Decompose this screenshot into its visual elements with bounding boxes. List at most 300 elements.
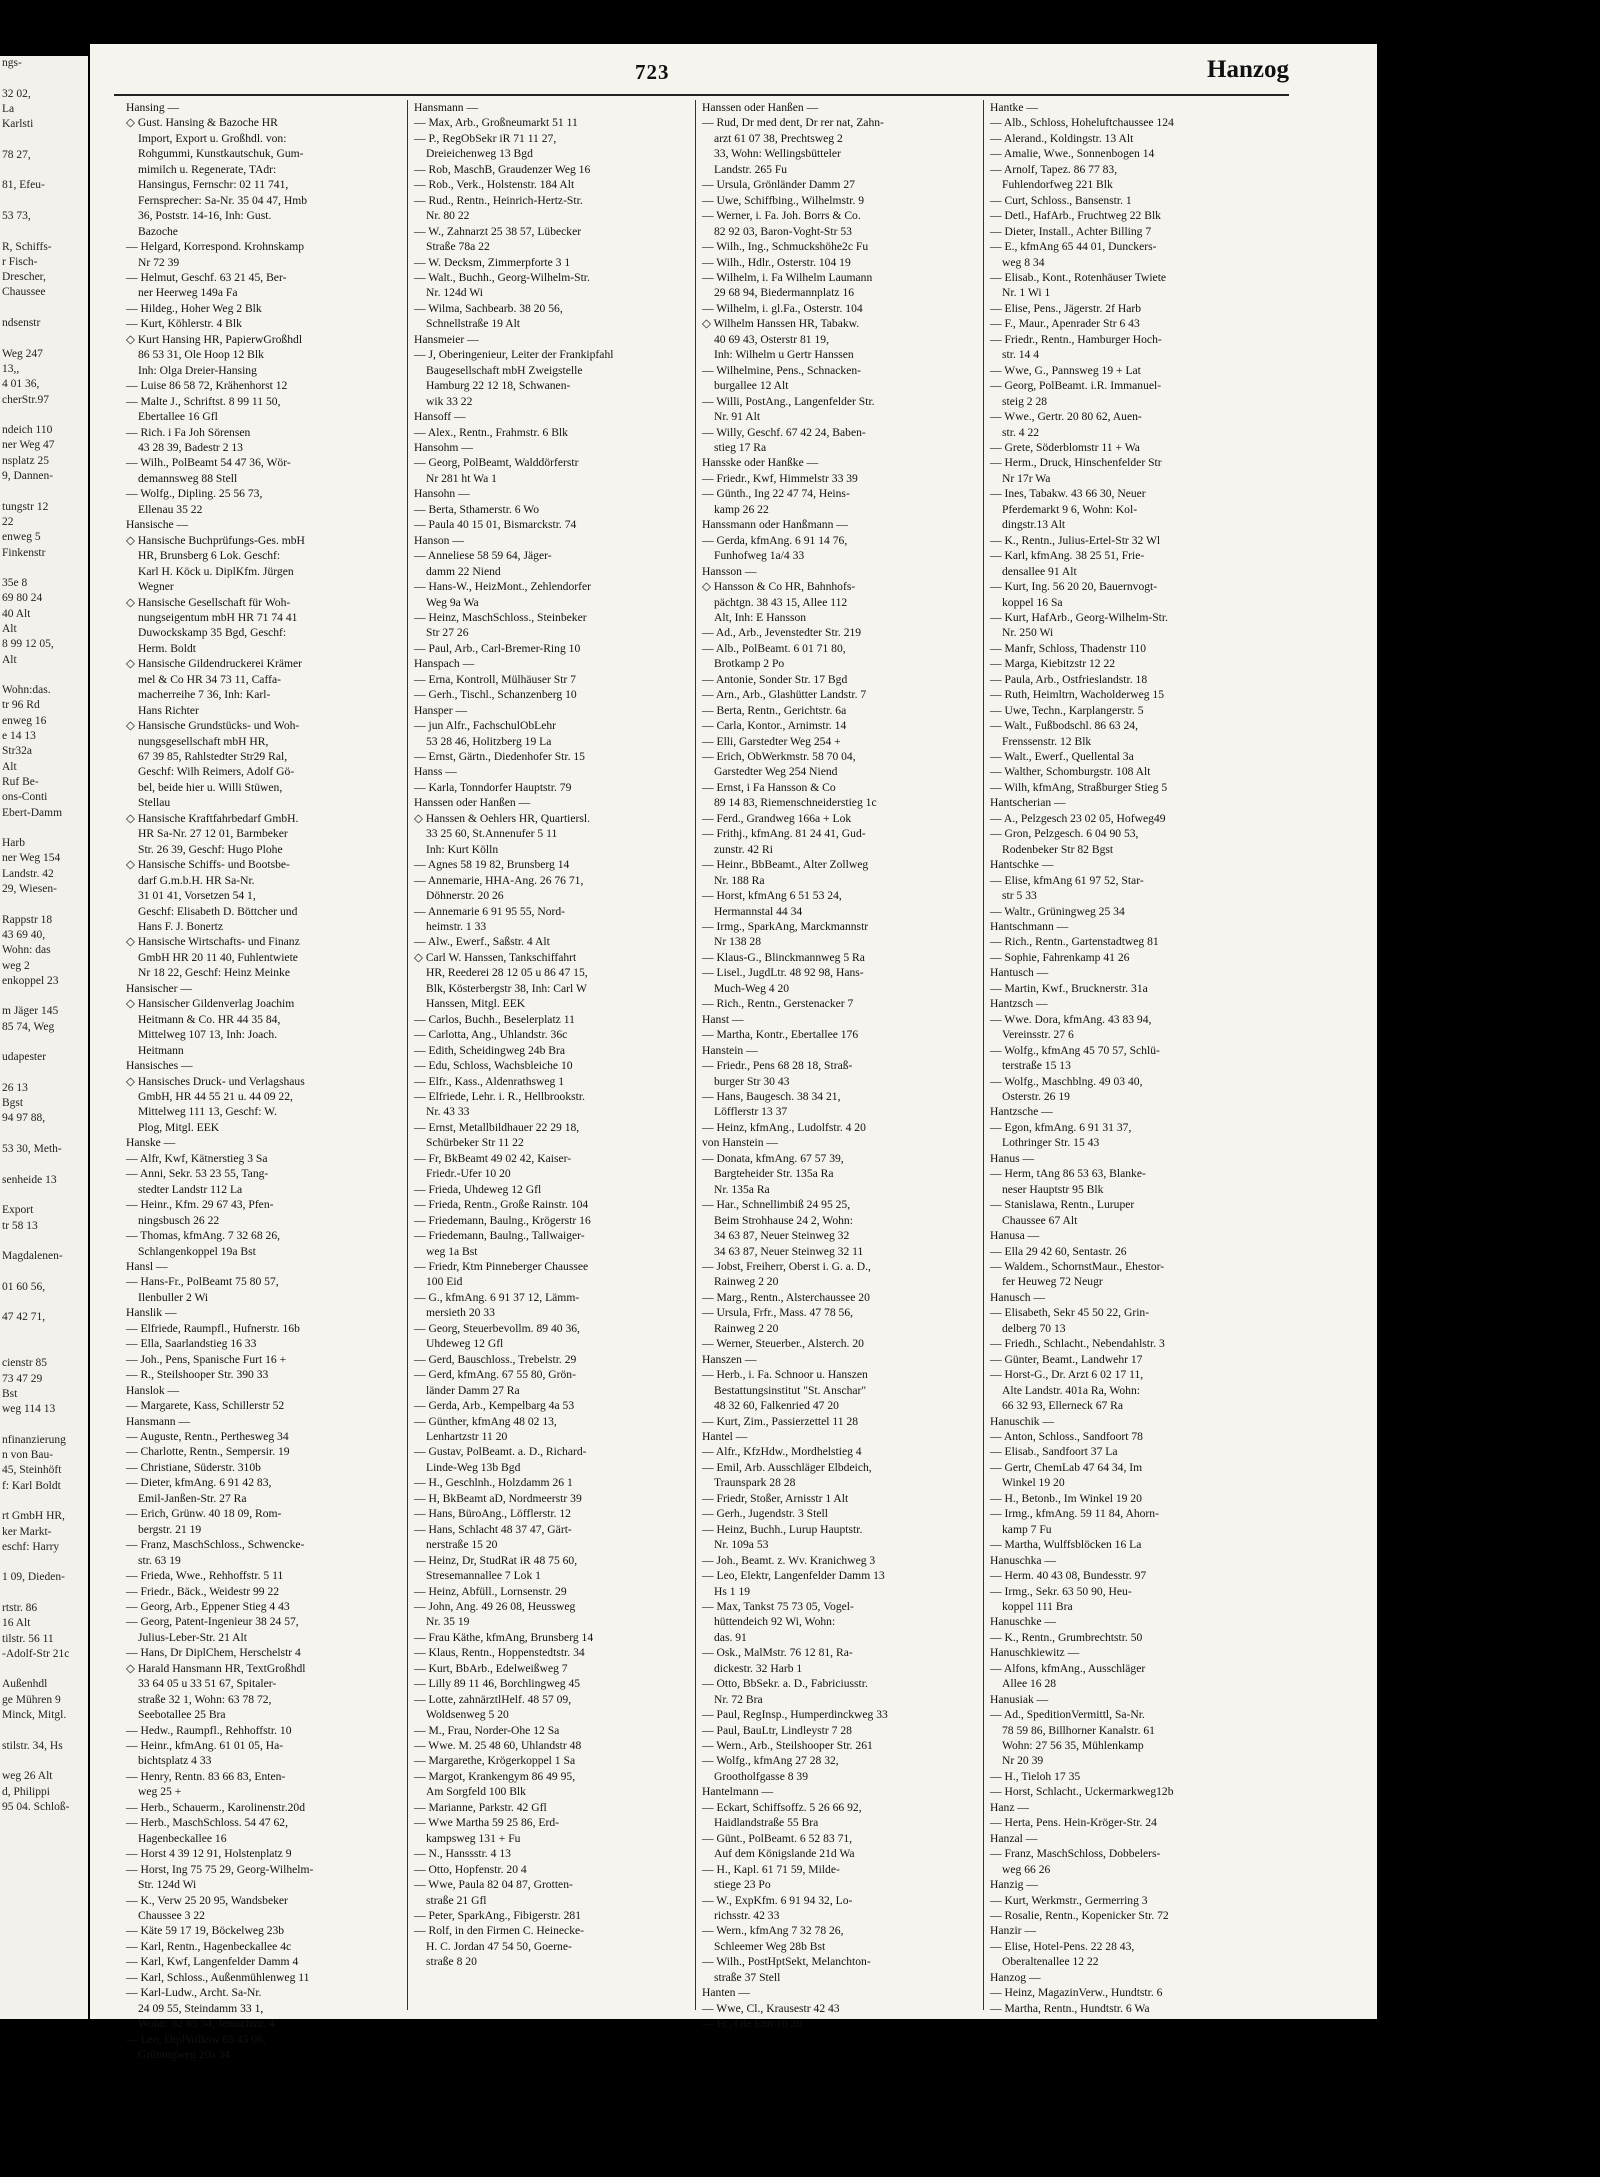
directory-line: Nr. 43 33 <box>426 1105 470 1119</box>
directory-line: Wegner <box>138 580 174 594</box>
directory-line: — Paul, BauLtr, Lindleystr 7 28 <box>702 1723 852 1737</box>
directory-line: — Thomas, kfmAng. 7 32 68 26, <box>126 1229 281 1243</box>
directory-line: von Hanstein — <box>702 1136 778 1150</box>
directory-line: nungseigentum mbH HR 71 74 41 <box>138 610 298 624</box>
directory-line: — Ad., Arb., Jevenstedter Str. 219 <box>702 626 862 640</box>
directory-line: wik 33 22 <box>426 394 473 408</box>
directory-line: Ebertallee 16 Gfl <box>138 410 218 424</box>
strip-line: weg 26 Alt <box>2 1770 53 1783</box>
directory-line: Hanz — <box>990 1800 1029 1814</box>
directory-line: Woldsenweg 5 20 <box>426 1708 509 1722</box>
directory-line: — Georg, PolBeamt, Walddörferstr <box>414 456 579 470</box>
directory-line: ◇ Hansisches Druck- und Verlagshaus <box>126 1074 305 1088</box>
directory-line: Hanst — <box>702 1012 744 1026</box>
directory-line: darf G.m.b.H. HR Sa-Nr. <box>138 873 255 887</box>
directory-line: densallee 91 Alt <box>1002 564 1077 578</box>
directory-line: — Detl., HafArb., Fruchtweg 22 Blk <box>990 209 1161 223</box>
directory-line: — Joh., Beamt. z. Wv. Kranichweg 3 <box>702 1553 876 1567</box>
directory-line: — G., kfmAng. 6 91 37 12, Lämm- <box>414 1290 580 1304</box>
directory-line: richsstr. 42 33 <box>714 1909 780 1923</box>
directory-line: Löfflerstr 13 37 <box>714 1105 788 1119</box>
directory-line: weg 66 26 <box>1002 1862 1051 1876</box>
directory-line: — Karl, Rentn., Hagenbeckallee 4c <box>126 1939 292 1953</box>
directory-line: — Heinz, MaschSchloss., Steinbeker <box>414 610 587 624</box>
strip-line: 47 42 71, <box>2 1311 46 1324</box>
strip-line: nsplatz 25 <box>2 454 49 467</box>
strip-line <box>0 224 88 239</box>
directory-line: — Hans, Dr DiplChem, Herschelstr 4 <box>126 1646 301 1660</box>
directory-line: — Berta, Rentn., Gerichtstr. 6a <box>702 703 847 717</box>
directory-line: mel & Co HR 34 73 11, Caffa- <box>138 672 281 686</box>
directory-line: — Wern., kfmAng 7 32 78 26, <box>702 1924 844 1938</box>
directory-line: Nr. 124d Wi <box>426 286 483 300</box>
directory-line: — Alfr., KfzHdw., Mordhelstieg 4 <box>702 1445 862 1459</box>
strip-line: ndsenstr <box>2 317 41 330</box>
directory-line: — jun Alfr., FachschulObLehr <box>414 719 557 733</box>
directory-line: Hansoff — <box>414 410 466 424</box>
directory-line: — W., Zahnarzt 25 38 57, Lübecker <box>414 224 582 238</box>
directory-line: mersieth 20 33 <box>426 1306 495 1320</box>
directory-line: 34 63 87, Neuer Steinweg 32 <box>714 1229 850 1243</box>
strip-line <box>0 1417 88 1432</box>
directory-line: — Wolfg., kfmAng 27 28 32, <box>702 1754 839 1768</box>
directory-line: — Hans-Fr., PolBeamt 75 80 57, <box>126 1275 279 1289</box>
strip-line: enkoppel 23 <box>2 974 59 987</box>
directory-line: — Max, Arb., Großneumarkt 51 11 <box>414 116 578 130</box>
directory-line: delberg 70 13 <box>1002 1321 1066 1335</box>
strip-line: Ruf Be- <box>2 775 39 788</box>
directory-line: ◇ Hansische Schiffs- und Bootsbe- <box>126 858 290 872</box>
directory-line: — Wilh., Hdlr., Osterstr. 104 19 <box>702 255 851 269</box>
directory-line: Alte Landstr. 401a Ra, Wohn: <box>1002 1383 1140 1397</box>
directory-line: Hantschke — <box>990 858 1054 872</box>
directory-line: Mittelweg 111 13, Geschf: W. <box>138 1105 277 1119</box>
strip-line: Außenhdl <box>2 1678 48 1691</box>
directory-line: — Rob, MaschB, Graudenzer Weg 16 <box>414 162 591 176</box>
directory-line: Hantscherian — <box>990 796 1066 810</box>
directory-line: — Franz, MaschSchloss, Dobbelers- <box>990 1847 1161 1861</box>
directory-line: nerstraße 15 20 <box>426 1538 498 1552</box>
strip-line <box>0 1494 88 1509</box>
directory-line: Nr 18 22, Geschf: Heinz Meinke <box>138 966 290 980</box>
directory-line: — Carlotta, Ang., Uhlandstr. 36c <box>414 1028 568 1042</box>
directory-line: — Georg, Arb., Eppener Stieg 4 43 <box>126 1599 290 1613</box>
directory-line: Baugesellschaft mbH Zweigstelle <box>426 363 583 377</box>
directory-line: Hansischer — <box>126 981 193 995</box>
strip-line <box>0 1754 88 1769</box>
directory-line: — Rud, Dr med dent, Dr rer nat, Zahn- <box>702 116 884 130</box>
directory-line: Hanss — <box>414 765 457 779</box>
directory-line: — Egon, kfmAng. 6 91 31 37, <box>990 1120 1132 1134</box>
directory-line: — Lilly 89 11 46, Borchlingweg 45 <box>414 1677 581 1691</box>
directory-line: — Gerd, Bauschloss., Trebelstr. 29 <box>414 1352 577 1366</box>
directory-line: — Ruth, Heimltrn, Wacholderweg 15 <box>990 688 1165 702</box>
directory-line: — Herta, Pens. Hein-Kröger-Str. 24 <box>990 1816 1157 1830</box>
directory-line: — Günth., Ing 22 47 74, Heins- <box>702 487 850 501</box>
directory-line: Emil-Janßen-Str. 27 Ra <box>138 1491 247 1505</box>
directory-line: straße 21 Gfl <box>426 1893 487 1907</box>
directory-line: — Elise, Pens., Jägerstr. 2f Harb <box>990 301 1142 315</box>
strip-line <box>0 1188 88 1203</box>
directory-line: Geschf: Elisabeth D. Böttcher und <box>138 904 298 918</box>
strip-line: 32 02, <box>2 87 31 100</box>
directory-line: — Friedr., Rentn., Hamburger Hoch- <box>990 332 1162 346</box>
directory-line: — K., Rentn., Julius-Ertel-Str 32 Wl <box>990 533 1161 547</box>
directory-line: — Herb., i. Fa. Schnoor u. Hanszen <box>702 1368 868 1382</box>
directory-line: — Carlos, Buchh., Beselerplatz 11 <box>414 1012 575 1026</box>
directory-line: — Friedr, Ktm Pinneberger Chaussee <box>414 1259 589 1273</box>
directory-line: — K., Verw 25 20 95, Wandsbeker <box>126 1893 288 1907</box>
directory-line: Pferdemarkt 9 6, Wohn: Kol- <box>1002 502 1138 516</box>
directory-line: — Heinz, Abfüll., Lornsenstr. 29 <box>414 1584 567 1598</box>
directory-line: — Irmg., kfmAng. 59 11 84, Ahorn- <box>990 1507 1159 1521</box>
directory-line: 31 01 41, Vorsetzen 54 1, <box>138 889 256 903</box>
strip-line <box>0 989 88 1004</box>
directory-line: Nr. 35 19 <box>426 1615 470 1629</box>
directory-line: Hanssen oder Hanßen — <box>414 796 531 810</box>
directory-line: Weg 9a Wa <box>426 595 479 609</box>
strip-line: 01 60 56, <box>2 1280 46 1293</box>
directory-line: Hanzir — <box>990 1924 1037 1938</box>
directory-line: Alt, Inh: E Hansson <box>714 610 807 624</box>
directory-line: — Wwe. M. 25 48 60, Uhlandstr 48 <box>414 1739 582 1753</box>
strip-line: rtstr. 86 <box>2 1601 38 1614</box>
directory-line: Schnellstraße 19 Alt <box>426 317 521 331</box>
directory-line: Wohn: 82 85 54, Jenischstr. 4 <box>138 2017 275 2031</box>
directory-line: Friedr.-Ufer 10 20 <box>426 1167 511 1181</box>
directory-line: — H., Kapl. 61 71 59, Milde- <box>702 1862 840 1876</box>
directory-line: — Christiane, Süderstr. 310b <box>126 1460 261 1474</box>
directory-line: Lenhartzstr 11 20 <box>426 1429 508 1443</box>
strip-line: 4 01 36, <box>2 378 40 391</box>
directory-line: — Martin, Kwf., Brucknerstr. 31a <box>990 981 1148 995</box>
strip-line: udapester <box>2 1051 47 1064</box>
directory-line: — Kurt, HafArb., Georg-Wilhelm-Str. <box>990 610 1169 624</box>
directory-line: — H, BkBeamt aD, Nordmeerstr 39 <box>414 1491 582 1505</box>
directory-line: stieg 17 Ra <box>714 440 767 454</box>
directory-line: — Alb., PolBeamt. 6 01 71 80, <box>702 641 846 655</box>
directory-line: Hamburg 22 12 18, Schwanen- <box>426 379 571 393</box>
directory-line: — Lisel., JugdLtr. 48 92 98, Hans- <box>702 966 864 980</box>
directory-line: — Wern., Arb., Steilshooper Str. 261 <box>702 1739 873 1753</box>
directory-line: Hansisches — <box>126 1059 193 1073</box>
directory-line: — Erna, Kontroll, Mülhäuser Str 7 <box>414 672 576 686</box>
directory-line: — Elisab., Kont., Rotenhäuser Twiete <box>990 270 1167 284</box>
directory-line: Schürbeker Str 11 22 <box>426 1136 524 1150</box>
directory-line: — Heinr., BbBeamt., Alter Zollweg <box>702 858 869 872</box>
directory-line: Hansohn — <box>414 487 470 501</box>
directory-line: — Fr., Ole Enn 10 20 <box>702 2017 803 2031</box>
directory-line: — Wilhelm, i. gl.Fa., Osterstr. 104 <box>702 301 863 315</box>
directory-line: — Wwe., Gertr. 20 80 62, Auen- <box>990 410 1142 424</box>
directory-line: Hanssmann oder Hanßmann — <box>702 518 848 532</box>
strip-line <box>0 1723 88 1738</box>
directory-line: Bargteheider Str. 135a Ra <box>714 1167 834 1181</box>
directory-line: — Paula 40 15 01, Bismarckstr. 74 <box>414 518 577 532</box>
directory-line: — Eckart, Schiffsoffz. 5 26 66 92, <box>702 1800 862 1814</box>
strip-line <box>0 1127 88 1142</box>
directory-line: — Martha, Wulffsblöcken 16 La <box>990 1538 1142 1552</box>
header-rule <box>114 94 1289 96</box>
directory-line: — Margarete, Kass, Schillerstr 52 <box>126 1399 285 1413</box>
directory-line: — Horst, Ing 75 75 29, Georg-Wilhelm- <box>126 1862 314 1876</box>
strip-line <box>0 408 88 423</box>
directory-line: — Otto, BbSekr. a. D., Fabriciusstr. <box>702 1677 868 1691</box>
directory-line: HR, Reederei 28 12 05 u 86 47 15, <box>426 966 588 980</box>
directory-line: Hermannstal 44 34 <box>714 904 803 918</box>
directory-line: — W., ExpKfm. 6 91 94 32, Lo- <box>702 1893 853 1907</box>
directory-line: — Margot, Krankengym 86 49 95, <box>414 1769 576 1783</box>
directory-line: — Elisab., Sandfoort 37 La <box>990 1445 1118 1459</box>
directory-line: stiege 23 Po <box>714 1878 771 1892</box>
directory-line: ◇ Hansische Grundstücks- und Woh- <box>126 719 300 733</box>
directory-line: weg 25 + <box>138 1785 182 1799</box>
directory-line: Hanson — <box>414 533 464 547</box>
directory-line: Hanspach — <box>414 657 475 671</box>
directory-line: — Gerd, kfmAng. 67 55 80, Grön- <box>414 1368 576 1382</box>
strip-line <box>0 1341 88 1356</box>
directory-line: — Annemarie, HHA-Ang. 26 76 71, <box>414 873 584 887</box>
directory-line: kamp 26 22 <box>714 502 769 516</box>
strip-line: Wohn:das. <box>2 684 51 697</box>
directory-line: Nr. 72 Bra <box>714 1692 763 1706</box>
directory-line: Brotkamp 2 Po <box>714 657 785 671</box>
directory-line: Nr. 135a Ra <box>714 1182 770 1196</box>
directory-line: Nr. 188 Ra <box>714 873 765 887</box>
directory-line: — Agnes 58 19 82, Brunsberg 14 <box>414 858 570 872</box>
directory-line: Schleemer Weg 28b Bst <box>714 1939 826 1953</box>
directory-line: Inh: Kurt Kölln <box>426 842 499 856</box>
directory-line: Hanuschik — <box>990 1414 1055 1428</box>
directory-line: Vereinsstr. 27 6 <box>1002 1028 1074 1042</box>
strip-line: Alt <box>2 653 17 666</box>
directory-line: ◇ Hansson & Co HR, Bahnhofs- <box>702 580 856 594</box>
directory-line: ◇ Hansische Buchprüfungs-Ges. mbH <box>126 533 305 547</box>
directory-line: Bestattungsinstitut "St. Anschar" <box>714 1383 867 1397</box>
directory-line: — Waltr., Grüningweg 25 34 <box>990 904 1125 918</box>
columns <box>120 100 1295 2062</box>
strip-line <box>0 1555 88 1570</box>
directory-line: ◇ Hansischer Gildenverlag Joachim <box>126 997 295 1011</box>
adjacent-page-strip <box>0 56 88 2019</box>
directory-line: ner Heerweg 149a Fa <box>138 286 238 300</box>
directory-line: Stellau <box>138 796 171 810</box>
directory-line: Str 27 26 <box>426 626 469 640</box>
directory-line: Nr 138 28 <box>714 935 762 949</box>
directory-line: — Ernst, i Fa Hansson & Co <box>702 780 836 794</box>
strip-line: Export <box>2 1204 34 1217</box>
directory-line: — Ferd., Grandweg 166a + Lok <box>702 811 852 825</box>
directory-line: Haidlandstraße 55 Bra <box>714 1816 819 1830</box>
directory-line: Hanske — <box>126 1136 176 1150</box>
directory-line: — Wilh., Ing., Schmuckshöhe2c Fu <box>702 240 869 254</box>
directory-line: — Anni, Sekr. 53 23 55, Tang- <box>126 1167 269 1181</box>
directory-line: — Karla, Tonndorfer Hauptstr. 79 <box>414 780 572 794</box>
strip-line: rt GmbH HR, <box>2 1510 65 1523</box>
strip-line <box>0 897 88 912</box>
directory-line: ningsbusch 26 22 <box>138 1213 220 1227</box>
directory-line: — Friedr, Stoßer, Arnisstr 1 Alt <box>702 1491 849 1505</box>
directory-line: Garstedter Weg 254 Niend <box>714 765 838 779</box>
directory-line: Import, Export u. Großhdl. von: <box>138 131 287 145</box>
directory-line: — Auguste, Rentn., Perthesweg 34 <box>126 1429 289 1443</box>
directory-line: — Rob., Verk., Holstenstr. 184 Alt <box>414 178 575 192</box>
directory-line: Frenssenstr. 12 Blk <box>1002 734 1092 748</box>
strip-line: f: Karl Boldt <box>2 1479 61 1492</box>
directory-line: Karl H. Köck u. DiplKfm. Jürgen <box>138 564 294 578</box>
directory-line: — Erich, Grünw. 40 18 09, Rom- <box>126 1507 282 1521</box>
strip-line <box>0 1035 88 1050</box>
directory-line: Julius-Leber-Str. 21 Alt <box>138 1630 247 1644</box>
directory-line: Fuhlendorfweg 221 Blk <box>1002 178 1113 192</box>
directory-line: — Gertr, ChemLab 47 64 34, Im <box>990 1460 1143 1474</box>
strip-line: 53 73, <box>2 209 31 222</box>
directory-line: — Arn., Arb., Glashütter Landstr. 7 <box>702 688 867 702</box>
directory-line: terstraße 15 13 <box>1002 1059 1071 1073</box>
directory-line: — Elli, Garstedter Weg 254 + <box>702 734 841 748</box>
strip-line: 81, Efeu- <box>2 179 45 192</box>
directory-line: — Dieter, kfmAng. 6 91 42 83, <box>126 1476 272 1490</box>
directory-line: — Heinz, kfmAng., Ludolfstr. 4 20 <box>702 1120 866 1134</box>
strip-line: ner Weg 154 <box>2 852 61 865</box>
directory-line: Hantusch — <box>990 966 1049 980</box>
directory-line: — Kurt, BbArb., Edelweißweg 7 <box>414 1661 568 1675</box>
directory-line: — Heinz, MagazinVerw., Hundtstr. 6 <box>990 1986 1163 2000</box>
strip-line: 85 74, Weg <box>2 1020 55 1033</box>
directory-line: — Charlotte, Rentn., Sempersir. 19 <box>126 1445 290 1459</box>
directory-line: — Herb., Schauerm., Karolinenstr.20d <box>126 1800 306 1814</box>
directory-line: Hansmann — <box>126 1414 191 1428</box>
directory-line: — Horst, Schlacht., Uckermarkweg12b <box>990 1785 1174 1799</box>
directory-line: — Hildeg., Hoher Weg 2 Blk <box>126 301 262 315</box>
directory-line: — Alfons, kfmAng., Ausschläger <box>990 1661 1146 1675</box>
directory-line: Nr 20 39 <box>1002 1754 1044 1768</box>
directory-line: Hantzsch — <box>990 997 1048 1011</box>
directory-line: — Annemarie 6 91 95 55, Nord- <box>414 904 566 918</box>
directory-line: Hanusch — <box>990 1290 1046 1304</box>
directory-line: Much-Weg 4 20 <box>714 981 790 995</box>
column-4 <box>984 100 1271 2015</box>
strip-line <box>0 331 88 346</box>
directory-line: Inh: Wilhelm u Gertr Hanssen <box>714 348 854 362</box>
directory-line: — Heinr., kfmAng. 61 01 05, Ha- <box>126 1739 284 1753</box>
directory-line: Grootholfgasse 8 39 <box>714 1769 809 1783</box>
strip-line <box>0 1662 88 1677</box>
directory-line: — Horst 4 39 12 91, Holstenplatz 9 <box>126 1847 292 1861</box>
strip-line: n von Bau- <box>2 1449 54 1462</box>
directory-line: — Karl, kfmAng. 38 25 51, Frie- <box>990 549 1145 563</box>
directory-line: Hantelmann — <box>702 1785 774 1799</box>
directory-line: ◇ Hansische Kraftfahrbedarf GmbH. <box>126 811 299 825</box>
directory-line: Nr 72 39 <box>138 255 180 269</box>
directory-line: — Irmg., Sekr. 63 50 90, Heu- <box>990 1584 1132 1598</box>
directory-line: straße 8 20 <box>426 1955 477 1969</box>
directory-line: weg 8 34 <box>1002 255 1045 269</box>
directory-line: Hagenbeckallee 16 <box>138 1831 227 1845</box>
directory-line: 100 Eid <box>426 1275 463 1289</box>
strip-line: La <box>2 102 15 115</box>
directory-line: Hansson — <box>702 564 757 578</box>
directory-line: — Paul, Arb., Carl-Bremer-Ring 10 <box>414 641 581 655</box>
directory-line: Wohn: 27 56 35, Mühlenkamp <box>1002 1739 1144 1753</box>
strip-line: 26 13 <box>2 1081 28 1094</box>
directory-line: — Wilh., PolBeamt 54 47 36, Wör- <box>126 456 291 470</box>
directory-line: str 5 33 <box>1002 889 1037 903</box>
directory-line: — Henry, Rentn. 83 66 83, Enten- <box>126 1769 286 1783</box>
directory-line: — Martha, Rentn., Hundtstr. 6 Wa <box>990 2001 1150 2015</box>
directory-line: Geschf: Wilh Reimers, Adolf Gö- <box>138 765 295 779</box>
directory-line: — Friedr., Kwf, Himmelstr 33 39 <box>702 471 858 485</box>
directory-line: macherreihe 7 36, Inh: Karl- <box>138 688 271 702</box>
strip-line: R, Schiffs- <box>2 240 52 253</box>
directory-line: Hanstein — <box>702 1043 758 1057</box>
directory-line: — Wolfg., kfmAng 45 70 57, Schlü- <box>990 1043 1160 1057</box>
directory-line: dingstr.13 Alt <box>1002 518 1066 532</box>
strip-line: weg 114 13 <box>2 1403 56 1416</box>
directory-line: ◇ Hansische Gildendruckerei Krämer <box>126 657 302 671</box>
directory-line: Allee 16 28 <box>1002 1677 1057 1691</box>
directory-line: — Walt., Buchh., Georg-Wilhelm-Str. <box>414 270 590 284</box>
directory-line: — A., Pelzgesch 23 02 05, Hofweg49 <box>990 811 1166 825</box>
strip-line <box>0 194 88 209</box>
directory-line: — Elfriede, Raumpfl., Hufnerstr. 16b <box>126 1321 300 1335</box>
strip-line: 45, Steinhöft <box>2 1464 62 1477</box>
directory-line: — W. Decksm, Zimmerpforte 3 1 <box>414 255 571 269</box>
strip-line: Rappstr 18 <box>2 913 53 926</box>
strip-line <box>0 1326 88 1341</box>
directory-line: Hanuschkiewitz — <box>990 1646 1080 1660</box>
directory-line: Hansper — <box>414 703 468 717</box>
directory-line: länder Damm 27 Ra <box>426 1383 520 1397</box>
directory-line: — Wolfg., Dipling. 25 56 73, <box>126 487 263 501</box>
directory-line: — Malte J., Schriftst. 8 99 11 50, <box>126 394 281 408</box>
strip-line: 43 69 40, <box>2 928 46 941</box>
column-1 <box>120 100 408 2062</box>
directory-line: — Friedr., Pens 68 28 18, Straß- <box>702 1059 853 1073</box>
directory-line: 43 28 39, Badestr 2 13 <box>138 440 243 454</box>
directory-line: Hanusa — <box>990 1229 1040 1243</box>
directory-line: — Elfr., Kass., Aldenrathsweg 1 <box>414 1074 565 1088</box>
directory-line: — Elfriede, Lehr. i. R., Hellbrookstr. <box>414 1090 585 1103</box>
directory-line: stedter Landstr 112 La <box>138 1182 243 1196</box>
directory-line: — Anton, Schloss., Sandfoort 78 <box>990 1429 1143 1443</box>
directory-line: — Edu, Schloss, Wachsbleiche 10 <box>414 1059 573 1073</box>
directory-line: — Rich. i Fa Joh Sörensen <box>126 425 251 439</box>
directory-line: — Herm., Druck, Hinschenfelder Str <box>990 456 1162 470</box>
strip-line: 13,, <box>2 362 20 375</box>
directory-line: — Wwe, Cl., Krausestr 42 43 <box>702 2001 840 2015</box>
directory-line: 24 09 55, Steindamm 33 1, <box>138 2001 264 2015</box>
strip-line: Harb <box>2 837 25 850</box>
directory-line: — Rosalie, Rentn., Kopenicker Str. 72 <box>990 1909 1169 1923</box>
directory-line: Hanus — <box>990 1151 1035 1165</box>
directory-line: — Ella, Saarlandstieg 16 33 <box>126 1337 257 1351</box>
directory-line: Rodenbeker Str 82 Bgst <box>1002 842 1114 856</box>
directory-line: — Herm, tAng 86 53 63, Blanke- <box>990 1167 1146 1181</box>
directory-line: Hanuschka — <box>990 1553 1057 1567</box>
directory-line: — Paula, Arb., Ostfrieslandstr. 18 <box>990 672 1148 686</box>
directory-line: Beim Strohhause 24 2, Wohn: <box>714 1213 853 1227</box>
directory-line: — Frieda, Rentn., Große Rainstr. 104 <box>414 1198 589 1212</box>
directory-line: 29 68 94, Biedermannplatz 16 <box>714 286 855 300</box>
strip-line: -Adolf-Str 21c <box>2 1647 70 1660</box>
strip-line: Chaussee <box>2 286 46 299</box>
strip-line: stilstr. 34, Hs <box>2 1739 63 1752</box>
strip-line: 22 <box>2 515 14 528</box>
directory-line: — Wwe. Dora, kfmAng. 43 83 94, <box>990 1012 1152 1026</box>
directory-line: — Heinz, Dr, StudRat iR 48 75 60, <box>414 1553 578 1567</box>
directory-line: Duwockskamp 35 Bgd, Geschf: <box>138 626 287 640</box>
